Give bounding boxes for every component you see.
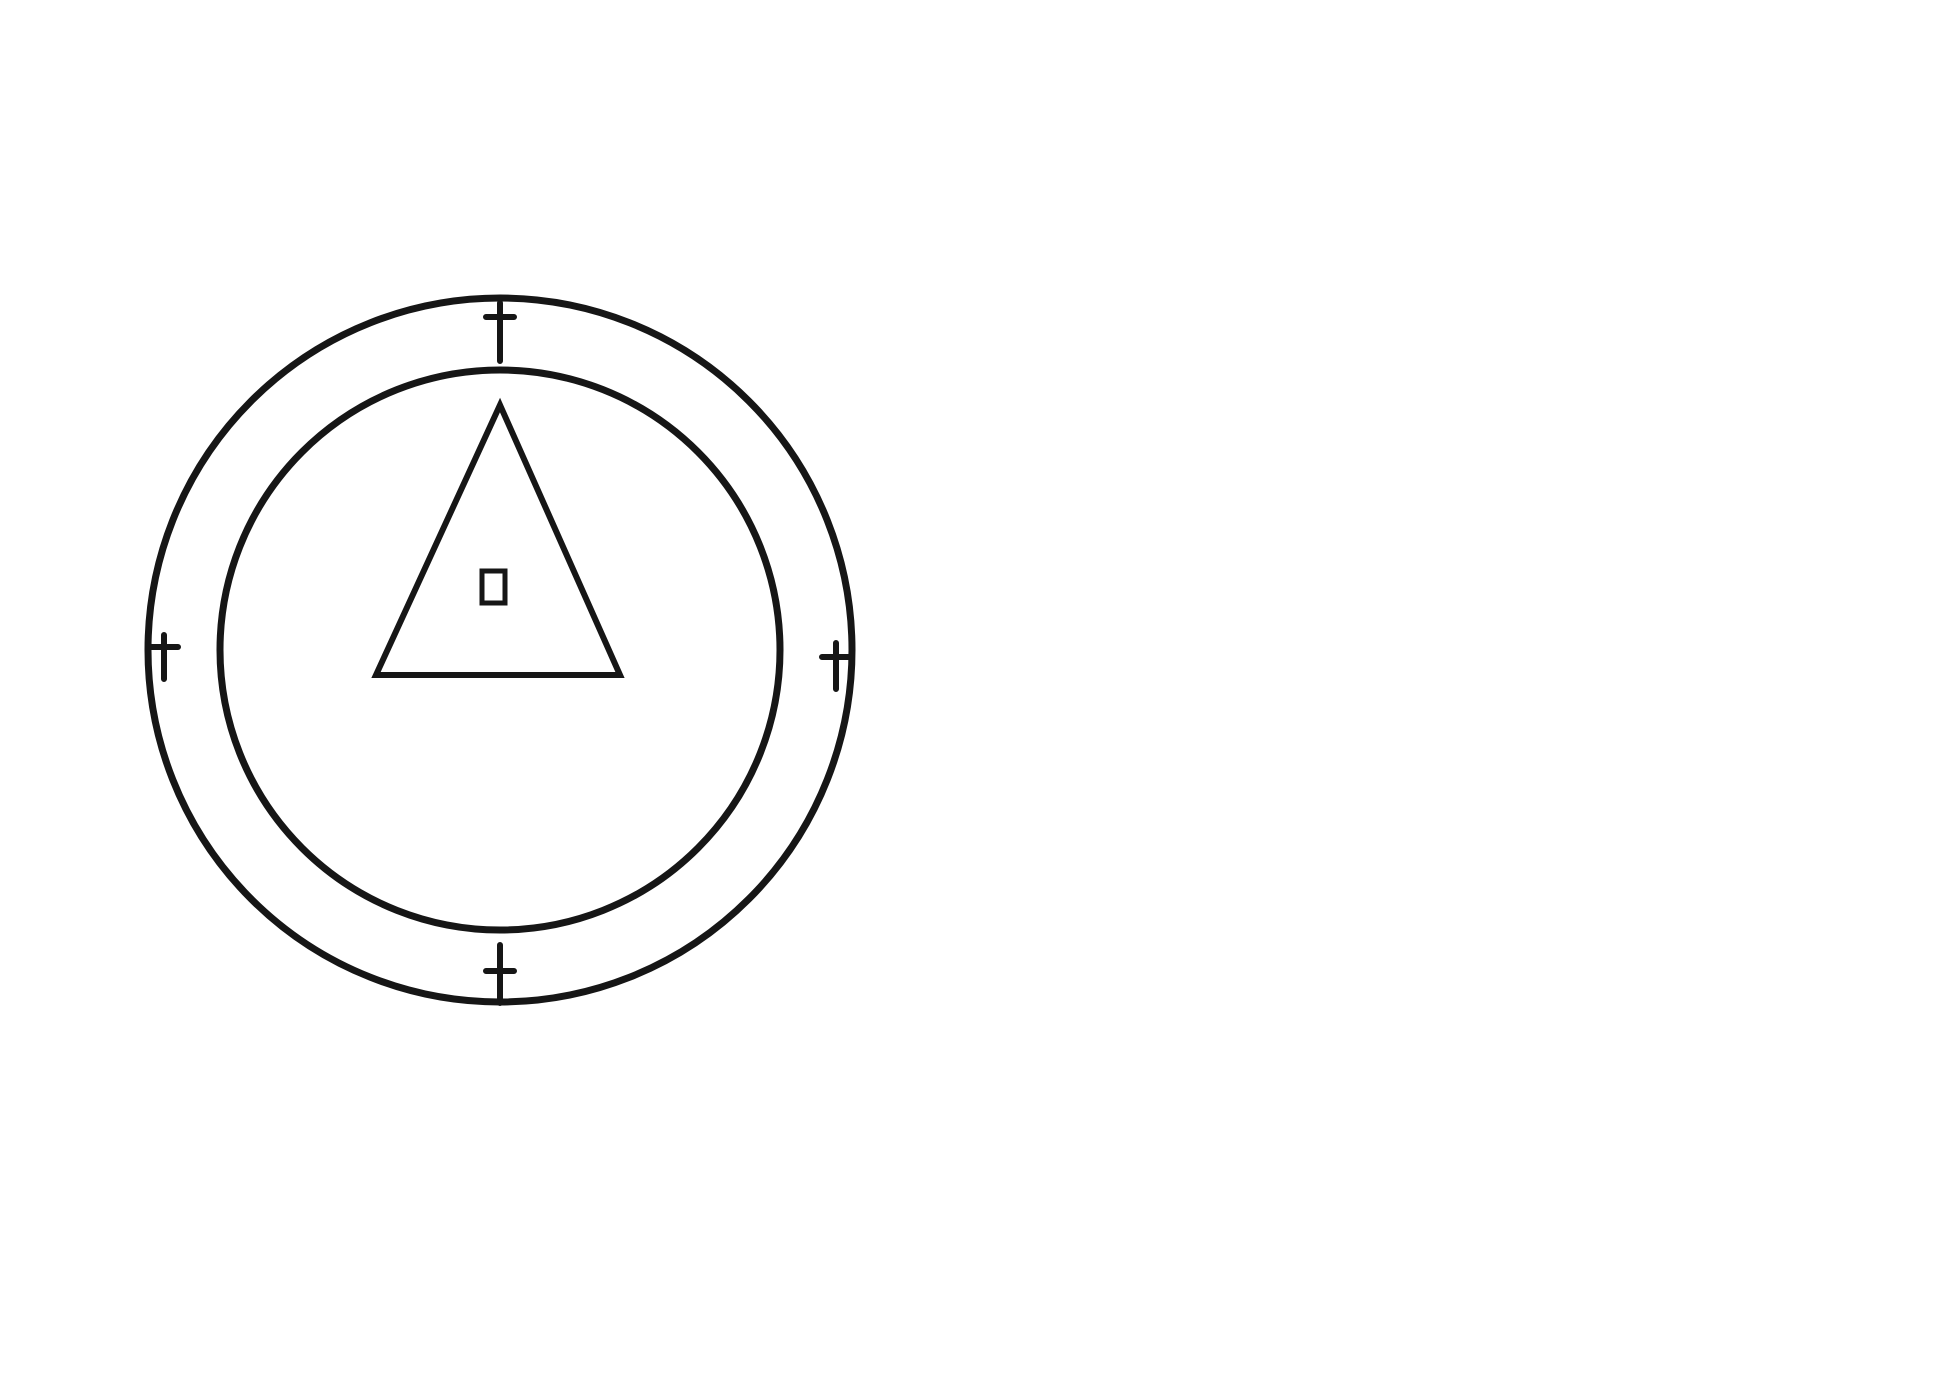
inner-ring-line: [220, 370, 780, 930]
left-cross-icon: [150, 635, 178, 679]
center-rectangle-icon: [482, 571, 505, 603]
top-cross-icon: [486, 303, 514, 361]
character-triangle: [376, 405, 620, 675]
magic-circle-figure: [120, 285, 880, 1015]
running-head: [147, 90, 847, 118]
triangle-icon: [376, 405, 620, 675]
bottom-cross-icon: [486, 945, 514, 1003]
right-cross-icon: [822, 643, 850, 689]
right-page: [980, 0, 1960, 1400]
